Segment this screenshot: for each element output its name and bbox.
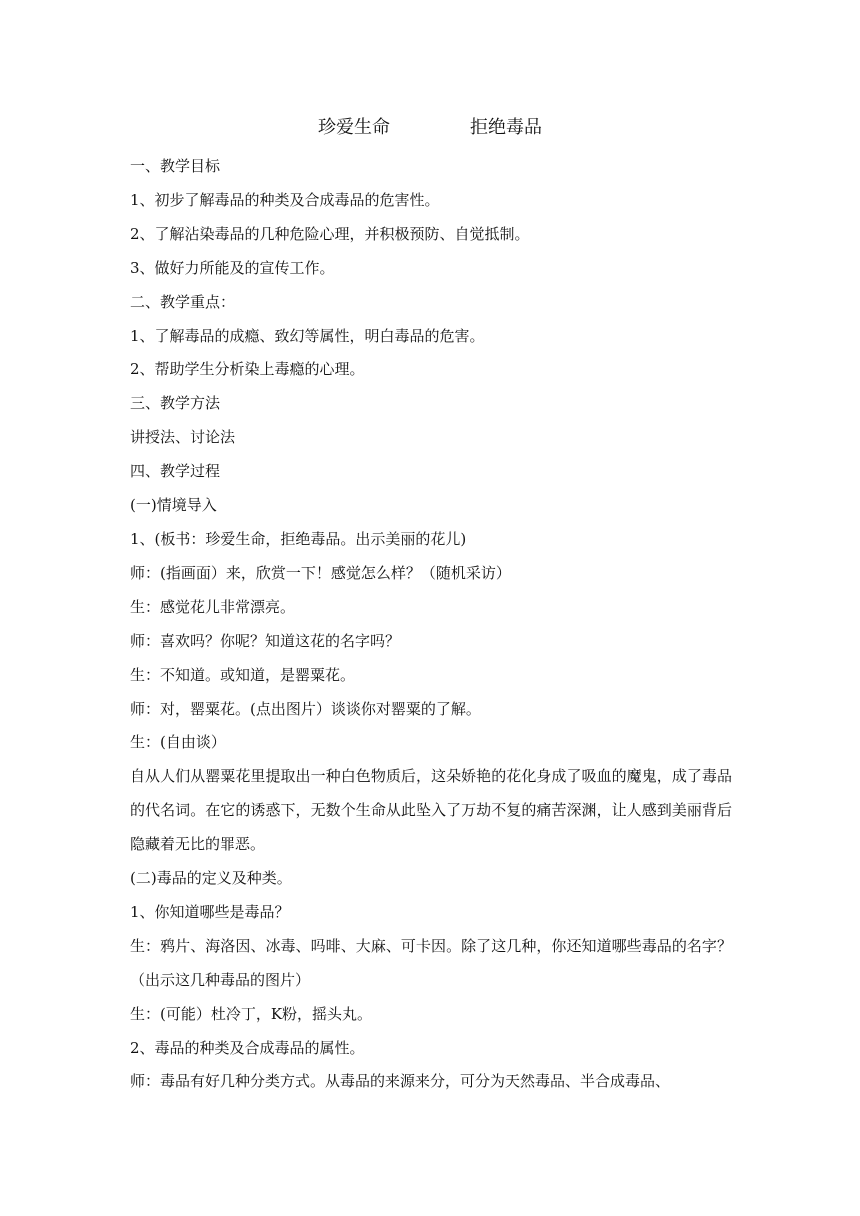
text-line: 1、(板书：珍爱生命，拒绝毒品。出示美丽的花儿)	[130, 529, 467, 548]
section-heading-key-points: 二、教学重点：	[130, 292, 236, 311]
section-heading-process: 四、教学过程	[130, 462, 221, 481]
paragraph: 自从人们从罂粟花里提取出一种白色物质后，这朵娇艳的花化身成了吸血的魔鬼，成了毒品的代名词。在它的诱惑下，无数个生命从此坠入了万劫不复的痛苦深渊，让人感到美丽背后隐藏着无比的罪恶。	[130, 767, 732, 854]
dialogue-line: 师：(指画面）来，欣赏一下！感觉怎么样？（随机采访）	[130, 563, 511, 582]
subsection-heading: (二)毒品的定义及种类。	[130, 869, 292, 888]
text-line: 1、初步了解毒品的种类及合成毒品的危害性。	[130, 190, 440, 209]
document-body	[130, 150, 732, 1099]
dialogue-line: 师：对，罂粟花。(点出图片）谈谈你对罂粟的了解。	[130, 699, 481, 718]
section-heading-methods: 三、教学方法	[130, 394, 221, 413]
dialogue-line: 生：感觉花儿非常漂亮。	[130, 597, 296, 616]
paragraph: 师：毒品有好几种分类方式。从毒品的来源来分，可分为天然毒品、半合成毒品、	[130, 1072, 671, 1091]
text-line: 讲授法、讨论法	[130, 428, 236, 447]
text-line: 1、你知道哪些是毒品？	[130, 902, 290, 921]
paragraph: 生：鸦片、海洛因、冰毒、吗啡、大麻、可卡因。除了这几种，你还知道哪些毒品的名字？（出示这几种毒品的图片）	[130, 936, 732, 989]
text-line: 2、毒品的种类及合成毒品的属性。	[130, 1038, 365, 1057]
dialogue-line: 师：喜欢吗？你呢？知道这花的名字吗？	[130, 631, 401, 650]
text-line: 3、做好力所能及的宣传工作。	[130, 258, 335, 277]
text-line: 2、了解沾染毒品的几种危险心理，并积极预防、自觉抵制。	[130, 224, 530, 243]
dialogue-line: 生：(可能）杜冷丁，K粉，摇头丸。	[130, 1004, 373, 1023]
subsection-heading: (一)情境导入	[130, 496, 217, 515]
title-left: 珍爱生命	[318, 117, 390, 138]
dialogue-line: 生：不知道。或知道，是罂粟花。	[130, 665, 356, 684]
document-title	[0, 113, 860, 143]
text-line: 2、帮助学生分析染上毒瘾的心理。	[130, 360, 365, 379]
dialogue-line: 生：(自由谈）	[130, 733, 226, 752]
title-right: 拒绝毒品	[470, 117, 542, 138]
section-heading-goals: 一、教学目标	[130, 157, 221, 175]
text-line: 1、了解毒品的成瘾、致幻等属性，明白毒品的危害。	[130, 326, 485, 345]
